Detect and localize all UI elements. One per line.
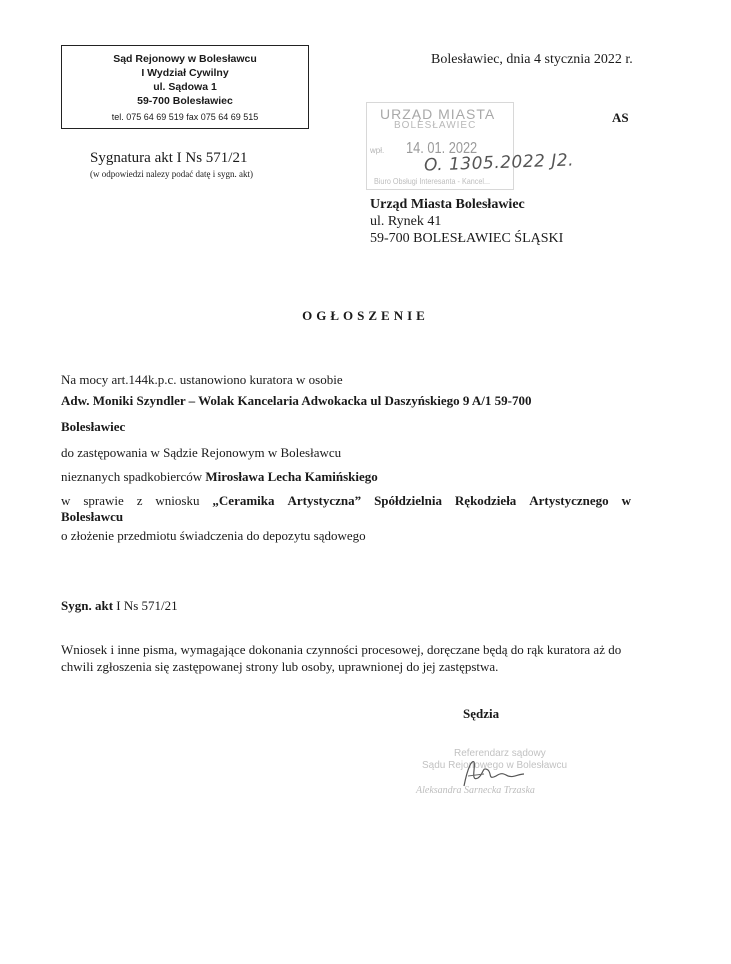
sygn-line xyxy=(61,598,178,614)
stamp-city: BOLESŁAWIEC xyxy=(394,120,477,131)
case-word: Spółdzielnia xyxy=(374,493,442,508)
curator-city-line: Bolesławiec xyxy=(61,419,126,434)
case-signature-block xyxy=(90,150,253,179)
stamp-received-date: 14. 01. 2022 xyxy=(406,140,478,157)
case-word: Rękodzieła xyxy=(454,493,517,508)
court-city: 59-700 Bolesławiec xyxy=(137,95,233,107)
court-header-box xyxy=(61,45,309,129)
court-name: Sąd Rejonowy w Bolesławcu xyxy=(113,53,257,65)
representation-line: do zastępowania w Sądzie Rejonowym w Bolesławcu xyxy=(61,445,342,460)
sygn-label: Sygn. akt xyxy=(61,598,114,613)
judge-signature-scribble xyxy=(458,756,538,792)
as-mark: AS xyxy=(612,110,629,125)
case-word: Artystyczna” xyxy=(287,493,362,508)
handwritten-reference: O. 1305.2022 J2. xyxy=(423,150,575,176)
case-word: sprawie xyxy=(83,493,124,508)
court-street: ul. Sądowa 1 xyxy=(153,81,217,93)
recipient-name: Urząd Miasta Bolesławiec xyxy=(370,197,525,212)
court-contact: tel. 075 64 69 519 fax 075 64 69 515 xyxy=(111,112,259,122)
case-word: Artystycznego xyxy=(529,493,609,508)
case-word: z xyxy=(136,493,143,508)
heirs-line xyxy=(61,469,378,485)
case-signature-note: (w odpowiedzi nalezy podać datę i sygn. akt) xyxy=(90,169,253,179)
heirs-name: Mirosława Lecha Kamińskiego xyxy=(205,469,378,484)
case-word: w xyxy=(61,493,71,508)
case-word: w xyxy=(621,493,631,508)
heirs-prefix: nieznanych spadkobierców xyxy=(61,469,206,484)
court-division: I Wydział Cywilny xyxy=(141,67,229,79)
document-date: Bolesławiec, dnia 4 stycznia 2022 r. xyxy=(431,52,633,67)
stamp-received-label: wpł. xyxy=(370,146,385,155)
judge-label: Sędzia xyxy=(463,706,500,721)
curator-line: Adw. Moniki Szyndler – Wolak Kancelaria Adwokacka ul Daszyńskiego 9 A/1 59-700 xyxy=(61,393,532,408)
recipient-street: ul. Rynek 41 xyxy=(370,214,442,229)
case-word: „Ceramika xyxy=(212,493,275,508)
notice-paragraph: Wniosek i inne pisma, wymagające dokonania czynności procesowej, doręczane będą do rąk kuratora aż do chwili zgłoszenia się zastępowanej strony lub osoby, uprawnionej do jej zastępstwa. xyxy=(61,642,622,674)
judge-stamp-title: Referendarz sądowy xyxy=(454,748,546,759)
stamp-office-name: URZĄD MIASTA xyxy=(380,106,496,122)
sygn-value: I Ns 571/21 xyxy=(113,598,178,613)
recipient-city: 59-700 BOLESŁAWIEC ŚLĄSKI xyxy=(370,231,564,246)
document-heading: OGŁOSZENIE xyxy=(302,308,429,323)
legal-basis-line: Na mocy art.144k.p.c. ustanowiono kuratora w osobie xyxy=(61,372,343,387)
judge-stamp xyxy=(418,748,578,808)
judge-stamp-name: Aleksandra Sarnecka Trzaska xyxy=(416,785,535,796)
received-stamp xyxy=(364,100,514,190)
case-word: wniosku xyxy=(155,493,200,508)
stamp-office-unit: Biuro Obsługi Interesanta - Kancel... xyxy=(374,176,491,186)
case-line xyxy=(61,493,631,509)
case-city-line: Bolesławcu xyxy=(61,509,124,524)
judge-stamp-court: Sądu Rejonowego w Bolesławcu xyxy=(422,760,568,771)
subject-line: o złożenie przedmiotu świadczenia do depozytu sądowego xyxy=(61,528,366,543)
case-signature: Sygnatura akt I Ns 571/21 xyxy=(90,150,248,166)
recipient-address xyxy=(370,196,563,247)
